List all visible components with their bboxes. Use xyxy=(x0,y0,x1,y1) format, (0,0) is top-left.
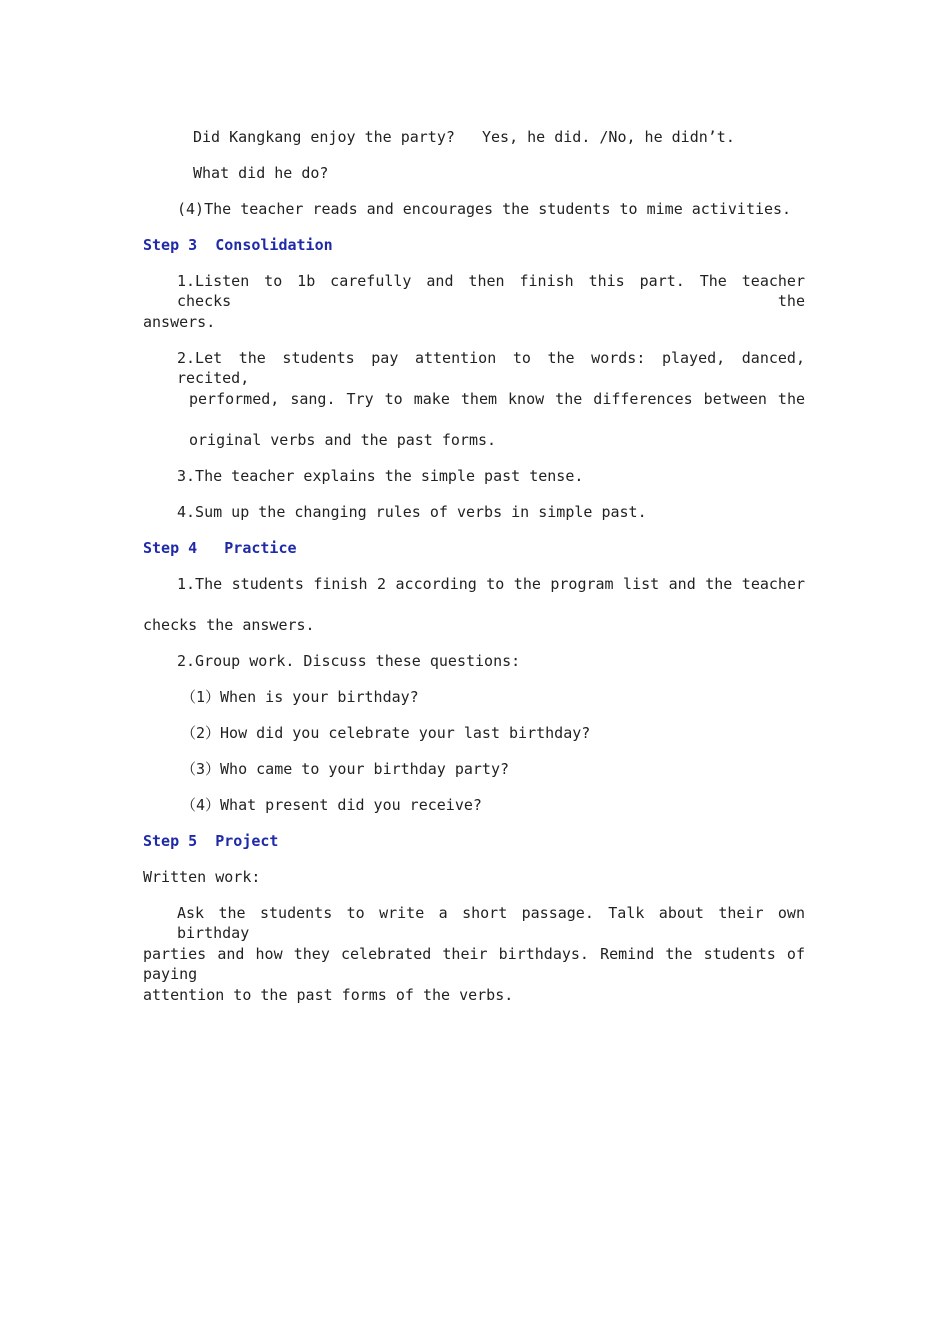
question-item: （1）When is your birthday? xyxy=(181,688,419,706)
question-item: （3）Who came to your birthday party? xyxy=(181,760,510,778)
list-item-continuation: answers. xyxy=(143,313,216,331)
section-heading-step4: Step 4 Practice xyxy=(143,539,297,557)
list-item-continuation: original verbs and the past forms. xyxy=(189,431,497,449)
section-heading-step5: Step 5 Project xyxy=(143,832,279,850)
list-item: 2.Group work. Discuss these questions: xyxy=(177,652,521,670)
list-item: 1.The students finish 2 according to the program list and the teacher xyxy=(177,575,805,593)
paragraph-line: parties and how they celebrated their birthdays. Remind the students of paying xyxy=(143,945,805,983)
list-item: 4.Sum up the changing rules of verbs in simple past. xyxy=(177,503,647,521)
question-line: What did he do? xyxy=(193,164,329,182)
list-item: (4)The teacher reads and encourages the students to mime activities. xyxy=(177,200,792,218)
subheading: Written work: xyxy=(143,868,261,886)
paragraph-line: attention to the past forms of the verbs. xyxy=(143,986,514,1004)
list-item: 1.Listen to 1b carefully and then finish this part. The teacher checks the xyxy=(177,272,805,310)
question-item: （2）How did you celebrate your last birthday? xyxy=(181,724,591,742)
list-item: 2.Let the students pay attention to the words: played, danced, recited, xyxy=(177,349,805,387)
list-item: 3.The teacher explains the simple past tense. xyxy=(177,467,584,485)
paragraph-line: Ask the students to write a short passage. Talk about their own birthday xyxy=(177,904,805,942)
list-item-continuation: performed, sang. Try to make them know the differences between the xyxy=(189,390,805,408)
question-line: Did Kangkang enjoy the party? Yes, he did. /No, he didn’t. xyxy=(193,128,735,146)
question-item: （4）What present did you receive? xyxy=(181,796,482,814)
list-item-continuation: checks the answers. xyxy=(143,616,315,634)
section-heading-step3: Step 3 Consolidation xyxy=(143,236,333,254)
